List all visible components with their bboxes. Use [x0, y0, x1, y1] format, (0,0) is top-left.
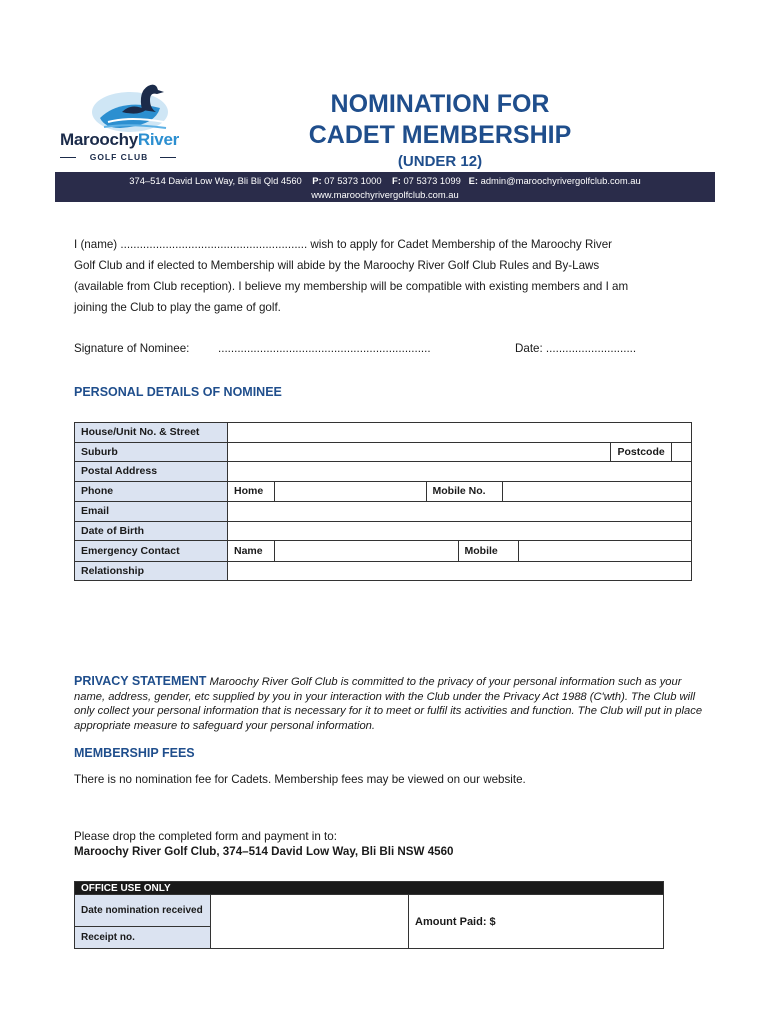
postcode-label: Postcode — [611, 442, 671, 462]
home-phone-input[interactable] — [274, 482, 426, 502]
table-row — [75, 502, 692, 522]
page-subtitle: (UNDER 12) — [397, 153, 483, 170]
privacy-statement — [74, 674, 712, 733]
table-row — [75, 561, 692, 581]
emergency-subtable — [228, 541, 691, 561]
emergency-mobile-label: Mobile — [458, 541, 518, 561]
table-row — [75, 423, 692, 443]
table-row — [228, 482, 691, 502]
declaration-line: (available from Club reception). I believe my membership will be compatible with existing members and I am — [74, 280, 629, 293]
logo-divider-right — [160, 157, 176, 158]
office-use-table — [74, 881, 664, 949]
table-row — [75, 442, 692, 462]
home-label: Home — [228, 482, 274, 502]
club-phone: 07 5373 1000 — [324, 175, 382, 186]
emergency-mobile-input[interactable] — [518, 541, 691, 561]
declaration-line: Golf Club and if elected to Membership will abide by the Maroochy River Golf Club Rules and By-Laws — [74, 259, 600, 272]
personal-details-heading: PERSONAL DETAILS OF NOMINEE — [74, 385, 282, 399]
declaration-paragraph — [74, 234, 696, 318]
page-title-line-1: NOMINATION FOR — [330, 90, 550, 118]
privacy-heading: PRIVACY STATEMENT — [74, 674, 207, 688]
phone-subtable — [228, 482, 691, 502]
club-address: 374–514 David Low Way, Bli Bli Qld 4560 — [129, 175, 302, 186]
relationship-input[interactable] — [228, 561, 692, 581]
logo-wordmark: MaroochyRiver — [60, 130, 179, 149]
signature-field[interactable]: .................................................................. — [218, 342, 431, 355]
office-use-header: OFFICE USE ONLY — [75, 882, 664, 895]
phone-label: P: — [312, 175, 322, 186]
table-row — [75, 541, 692, 562]
phone-label: Phone — [75, 481, 228, 502]
declaration-line: I (name) .......................................................... wish to apply for Cadet Membership of the Maroochy River — [74, 238, 612, 251]
emergency-cell — [228, 541, 692, 562]
relationship-label: Relationship — [75, 561, 228, 581]
signature-label: Signature of Nominee: — [74, 342, 190, 355]
mobile-no-input[interactable] — [502, 482, 691, 502]
phone-cell — [228, 481, 692, 502]
emergency-name-input[interactable] — [274, 541, 458, 561]
membership-fees-heading: MEMBERSHIP FEES — [74, 746, 195, 760]
table-row — [75, 462, 692, 482]
table-row — [75, 521, 692, 541]
contact-bar — [55, 172, 715, 202]
house-label: House/Unit No. & Street — [75, 423, 228, 443]
logo-subtitle: GOLF CLUB — [89, 152, 149, 162]
personal-details-table — [74, 422, 692, 581]
dob-label: Date of Birth — [75, 521, 228, 541]
table-row — [75, 895, 664, 927]
date-field[interactable]: Date: ............................ — [515, 342, 637, 355]
club-fax: 07 5373 1099 — [403, 175, 461, 186]
emergency-name-label: Name — [228, 541, 274, 561]
table-row — [75, 481, 692, 502]
club-email[interactable]: admin@maroochyrivergolfclub.com.au — [480, 175, 641, 186]
emergency-label: Emergency Contact — [75, 541, 228, 562]
contact-line — [55, 174, 715, 188]
date-received-input[interactable] — [211, 895, 409, 949]
table-row — [228, 541, 691, 561]
house-input[interactable] — [228, 423, 692, 443]
postal-input[interactable] — [228, 462, 692, 482]
page-title-line-2: CADET MEMBERSHIP — [308, 121, 572, 149]
suburb-label: Suburb — [75, 442, 228, 462]
dob-input[interactable] — [228, 521, 692, 541]
drop-off-intro: Please drop the completed form and payment in to: — [74, 830, 337, 843]
membership-fees-text: There is no nomination fee for Cadets. Membership fees may be viewed on our website. — [74, 773, 526, 786]
email-label: E: — [468, 175, 478, 186]
swan-logo-icon — [60, 78, 190, 134]
email-label: Email — [75, 502, 228, 522]
email-input[interactable] — [228, 502, 692, 522]
postal-label: Postal Address — [75, 462, 228, 482]
receipt-label: Receipt no. — [75, 927, 211, 949]
declaration-line: joining the Club to play the game of golf. — [74, 301, 281, 314]
privacy-text: Maroochy River Golf Club is committed to the privacy of your personal information such as your name, address, gender, etc supplied by you in your interaction with the Club under the Privacy Act 1988 (C'wth). The Club will only collect your personal information that is necessary for it to meet or fulfil its activities and function. The Club will put in place appropriate measure to safeguard your personal information. — [74, 676, 703, 732]
drop-off-address: Maroochy River Golf Club, 374–514 David Low Way, Bli Bli NSW 4560 — [74, 845, 454, 858]
club-logo — [60, 78, 190, 170]
amount-paid-field[interactable]: Amount Paid: $ — [409, 895, 664, 949]
table-row — [75, 882, 664, 895]
club-website[interactable]: www.maroochyrivergolfclub.com.au — [311, 189, 459, 200]
suburb-input[interactable] — [228, 442, 611, 462]
mobile-no-label: Mobile No. — [426, 482, 502, 502]
postcode-input[interactable] — [671, 442, 691, 462]
fax-label: F: — [391, 175, 401, 186]
date-received-label: Date nomination received — [75, 895, 211, 927]
